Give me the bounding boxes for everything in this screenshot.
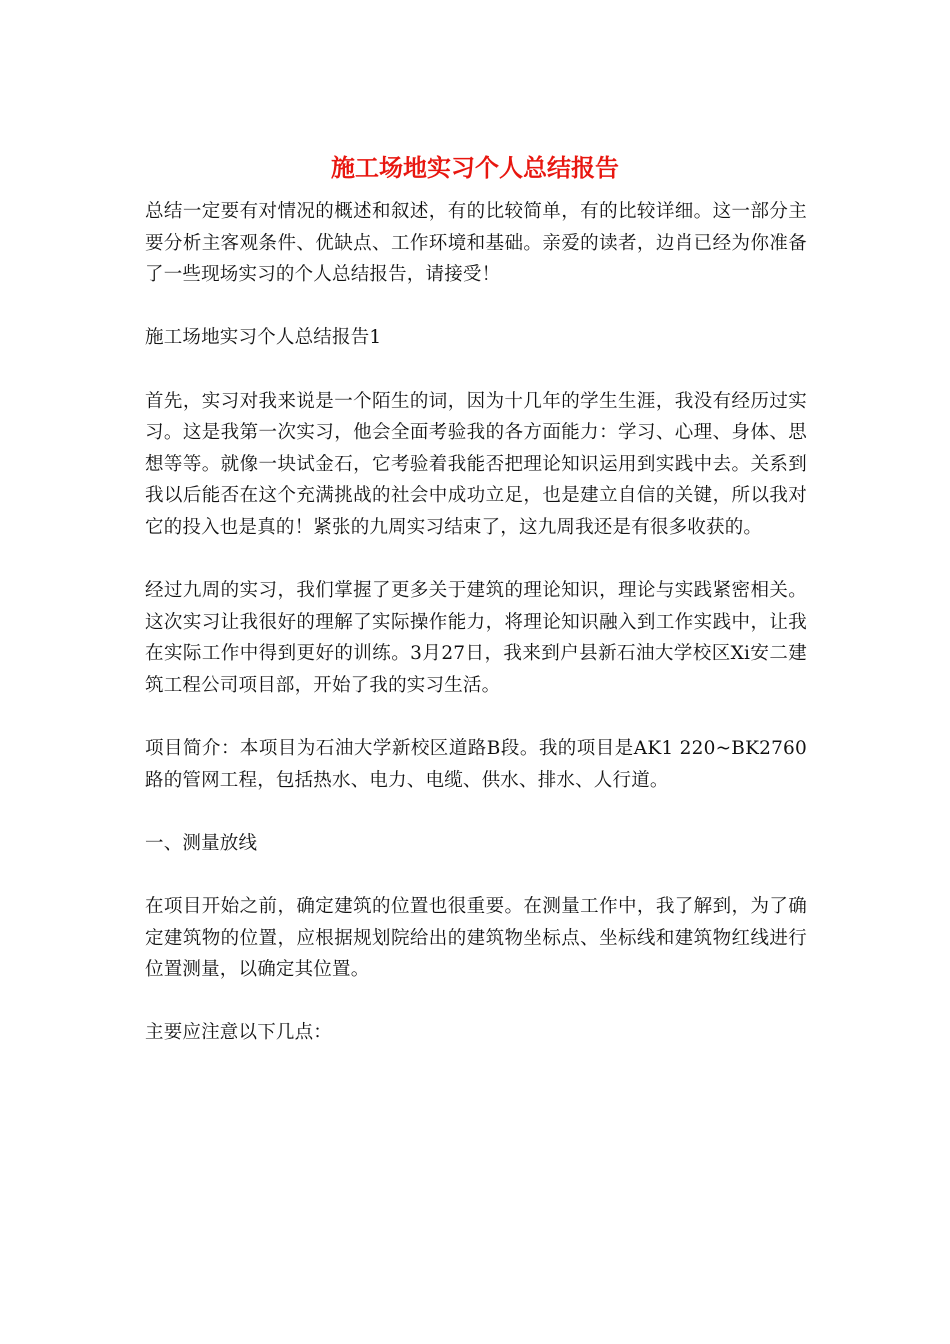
section-heading-report-1: 施工场地实习个人总结报告1 xyxy=(145,327,382,349)
body-paragraph: 在项目开始之前，确定建筑的位置也很重要。在测量工作中，我了解到，为了确定建筑物的位置，应根据规划院给出的建筑物坐标点、坐标线和建筑物红线进行位置测量，以确定其位置。 xyxy=(145,896,807,981)
body-paragraph: 首先，实习对我来说是一个陌生的词，因为十几年的学生生涯，我没有经历过实习。这是我第一次实习，他会全面考验我的各方面能力：学习、心理、身体、思想等等。就像一块试金石，它考验着我能否把理论知识运用到实践中去。关系到我以后能否在这个充满挑战的社会中成功立足，也是建立自信的关键，所以我对它的投入也是真的！紧张的九周实习结束了，这九周我还是有很多收获的。 xyxy=(145,390,807,538)
document-body xyxy=(145,196,807,1081)
section-heading-survey: 一、测量放线 xyxy=(145,832,258,854)
document-title: 施工场地实习个人总结报告 xyxy=(331,153,619,182)
intro-paragraph: 总结一定要有对情况的概述和叙述，有的比较简单，有的比较详细。这一部分主要分析主客观条件、优缺点、工作环境和基础。亲爱的读者，边肖已经为你准备了一些现场实习的个人总结报告，请接受！ xyxy=(145,201,807,286)
body-paragraph: 主要应注意以下几点： xyxy=(145,1022,333,1044)
project-intro-paragraph: 项目简介：本项目为石油大学新校区道路B段。我的项目是AK1 220~BK2760路的管网工程，包括热水、电力、电缆、供水、排水、人行道。 xyxy=(145,738,807,791)
body-paragraph: 经过九周的实习，我们掌握了更多关于建筑的理论知识，理论与实践紧密相关。这次实习让我很好的理解了实际操作能力，将理论知识融入到工作实践中，让我在实际工作中得到更好的训练。3月27日，我来到户县新石油大学校区Xi安二建筑工程公司项目部，开始了我的实习生活。 xyxy=(145,580,807,696)
